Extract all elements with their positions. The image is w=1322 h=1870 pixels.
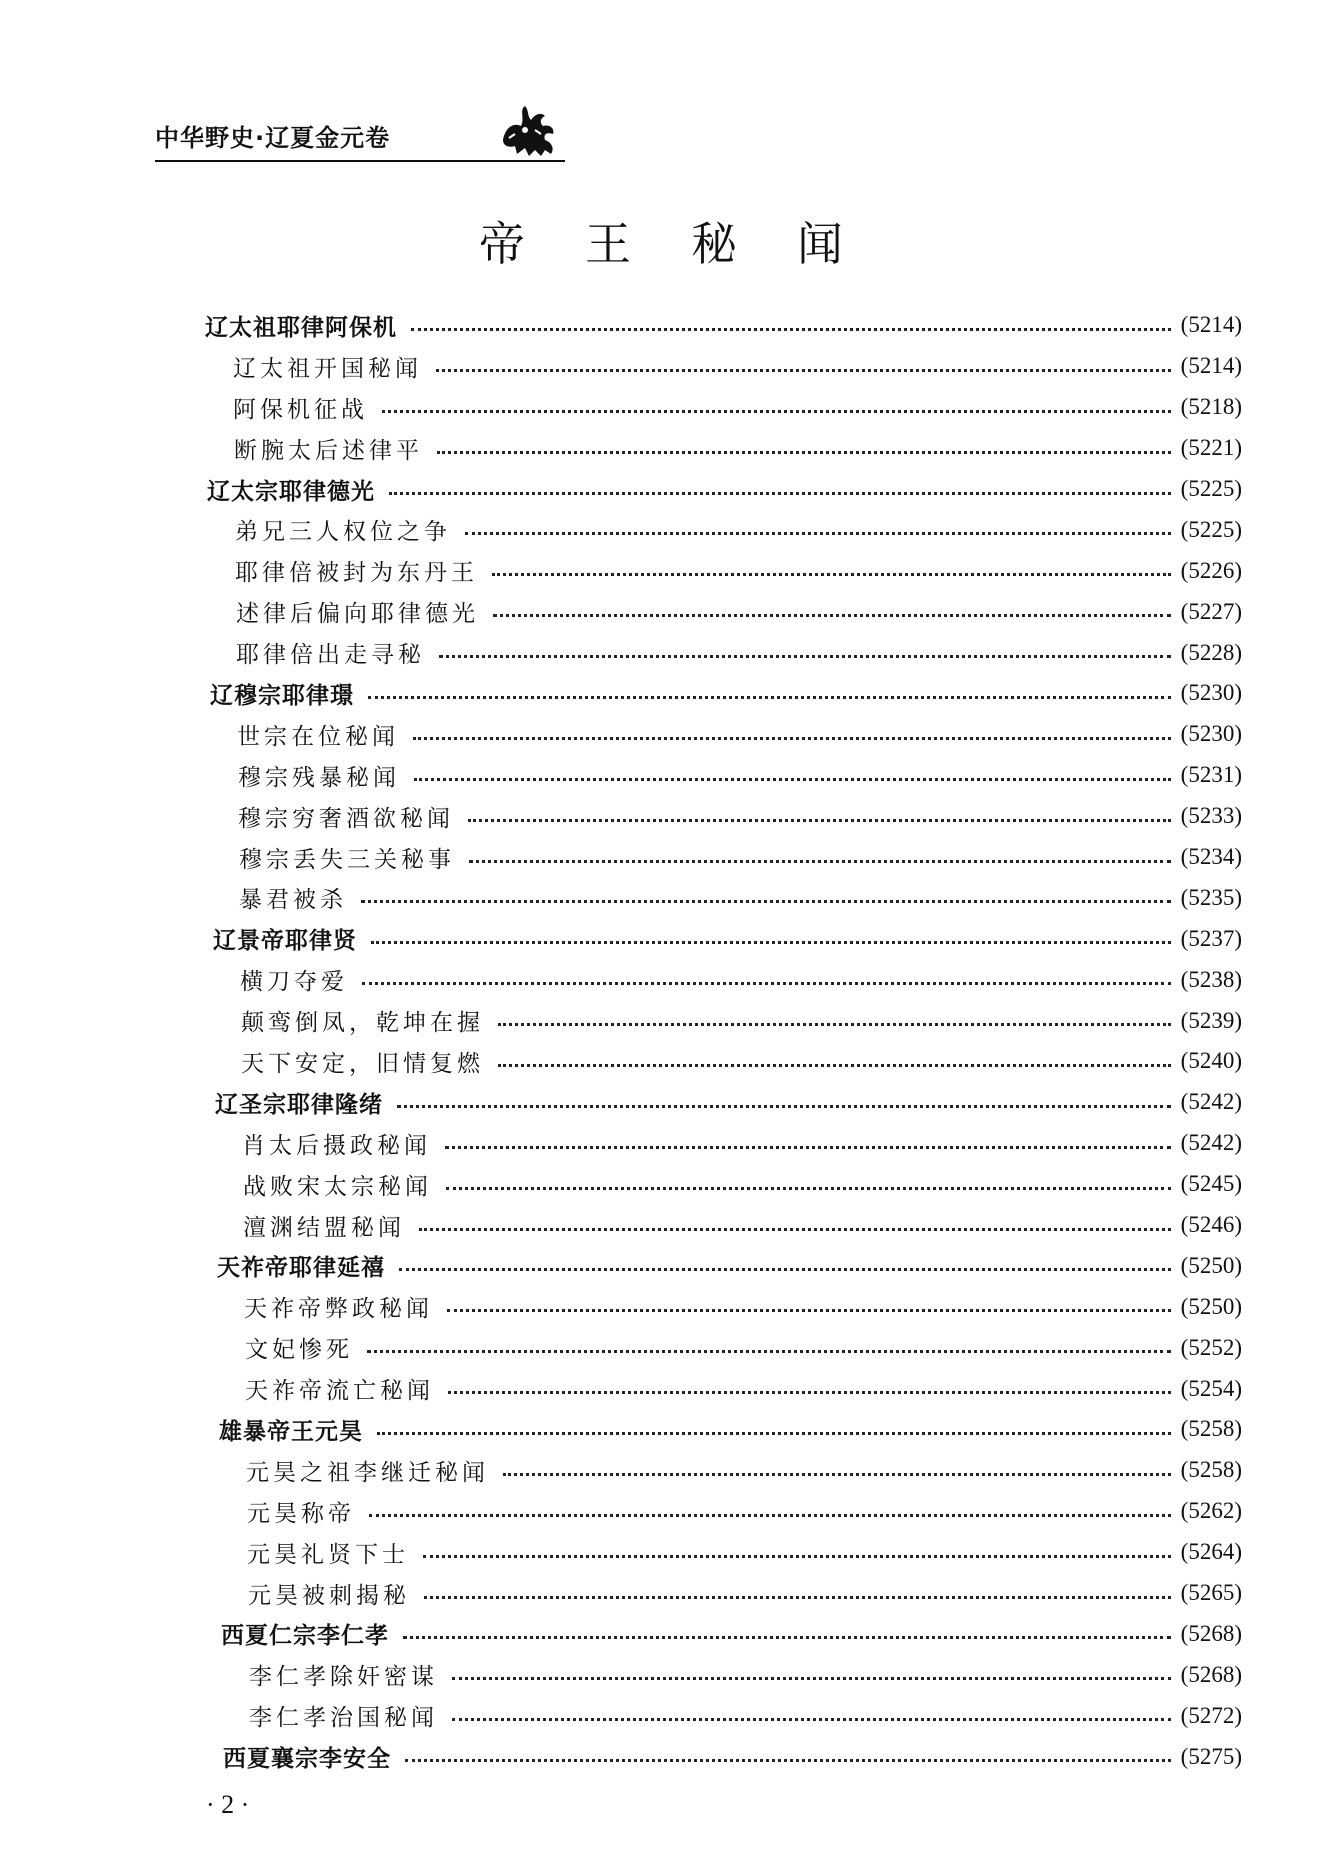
toc-entry-title: 李仁孝治国秘闻 [249, 1705, 438, 1732]
toc-entry-page: (5230) [1180, 680, 1242, 706]
toc-entry-page: (5275) [1180, 1743, 1242, 1769]
dot-leader [468, 819, 1171, 822]
toc-entry [0, 1573, 1242, 1614]
dot-leader [367, 1350, 1171, 1353]
toc-entry-title: 暴君被杀 [239, 887, 347, 914]
toc-entry-title: 元昊被刺揭秘 [248, 1582, 410, 1609]
toc-entry-page: (5258) [1180, 1416, 1242, 1442]
toc-entry [0, 1614, 1242, 1655]
toc-entry [0, 1123, 1242, 1164]
toc-entry [0, 387, 1242, 428]
toc-entry-page: (5250) [1180, 1293, 1242, 1319]
header-rule [155, 160, 565, 162]
toc-entry-page: (5265) [1180, 1580, 1242, 1606]
toc-entry-page: (5246) [1180, 1212, 1242, 1238]
dot-leader [403, 1636, 1171, 1639]
toc-entry-page: (5230) [1180, 721, 1242, 747]
dot-leader [414, 778, 1171, 781]
dot-leader [448, 1391, 1171, 1394]
toc-entry-page: (5264) [1180, 1539, 1242, 1565]
toc-entry-title: 断腕太后述律平 [234, 437, 423, 464]
toc-entry-page: (5214) [1180, 353, 1242, 379]
toc-entry-title: 辽太宗耶律德光 [207, 478, 375, 505]
toc-entry-title: 澶渊结盟秘闻 [243, 1214, 405, 1241]
dot-leader [361, 900, 1171, 903]
dot-leader [423, 1555, 1171, 1558]
toc-entry-page: (5237) [1180, 925, 1242, 951]
toc-entry-page: (5218) [1180, 394, 1242, 420]
toc-entry [0, 1491, 1242, 1532]
dot-leader [452, 1718, 1171, 1721]
toc-entry [0, 550, 1242, 591]
toc-entry-page: (5254) [1180, 1375, 1242, 1401]
dragon-logo-icon [495, 100, 565, 160]
toc-entry-title: 元昊称帝 [247, 1500, 355, 1527]
toc-entry-title: 辽圣宗耶律隆绪 [215, 1091, 383, 1118]
toc-entry [0, 714, 1242, 755]
toc-entry [0, 1695, 1242, 1736]
toc-entry-page: (5227) [1180, 598, 1242, 624]
toc-entry [0, 1327, 1242, 1368]
toc-entry-title: 辽穆宗耶律璟 [210, 682, 354, 709]
toc-entry-page: (5240) [1180, 1048, 1242, 1074]
toc-entry [0, 1000, 1242, 1041]
dot-leader [411, 328, 1171, 331]
toc-entry-title: 辽景帝耶律贤 [213, 928, 357, 955]
toc-entry-page: (5242) [1180, 1089, 1242, 1115]
dot-leader [397, 1105, 1171, 1108]
dot-leader [436, 369, 1171, 372]
dot-leader [389, 492, 1171, 495]
toc-entry [0, 509, 1242, 550]
toc-entry [0, 673, 1242, 714]
toc-entry-title: 世宗在位秘闻 [237, 723, 399, 750]
dot-leader [419, 1228, 1171, 1231]
toc-entry-page: (5226) [1180, 557, 1242, 583]
toc-entry-page: (5239) [1180, 1007, 1242, 1033]
toc-entry-title: 天祚帝流亡秘闻 [245, 1378, 434, 1405]
toc-entry-page: (5250) [1180, 1252, 1242, 1278]
toc-entry-page: (5233) [1180, 803, 1242, 829]
toc-entry-title: 雄暴帝王元昊 [219, 1418, 363, 1445]
toc-entry [0, 1245, 1242, 1286]
toc-entry-page: (5268) [1180, 1620, 1242, 1646]
toc-entry [0, 591, 1242, 632]
toc-entry-title: 文妃惨死 [245, 1337, 353, 1364]
toc-entry [0, 1532, 1242, 1573]
toc-entry-page: (5225) [1180, 516, 1242, 542]
dot-leader [498, 1023, 1171, 1026]
toc-entry [0, 1082, 1242, 1123]
toc-entry-title: 穆宗穷奢酒欲秘闻 [238, 805, 454, 832]
toc-entry [0, 428, 1242, 469]
toc-entry [0, 877, 1242, 918]
book-title: 中华野史·辽夏金元卷 [155, 124, 391, 152]
toc-entry [0, 1654, 1242, 1695]
toc-entry-title: 辽太祖开国秘闻 [233, 355, 422, 382]
dot-leader [405, 1759, 1171, 1762]
toc-entry-title: 辽太祖耶律阿保机 [205, 314, 397, 341]
toc-entry-title: 耶律倍出走寻秘 [236, 642, 425, 669]
toc-entry [0, 1450, 1242, 1491]
toc-entry [0, 796, 1242, 837]
dot-leader [413, 737, 1171, 740]
toc-entry-title: 横刀夺爱 [240, 969, 348, 996]
toc-entry-page: (5228) [1180, 639, 1242, 665]
toc-entry [0, 918, 1242, 959]
toc-entry [0, 469, 1242, 510]
toc-entry-title: 穆宗残暴秘闻 [238, 764, 400, 791]
toc-entry-title: 肖太后摄政秘闻 [242, 1132, 431, 1159]
toc-entry-page: (5258) [1180, 1457, 1242, 1483]
toc-entry-page: (5231) [1180, 762, 1242, 788]
dot-leader [399, 1268, 1171, 1271]
toc-entry [0, 755, 1242, 796]
toc-entry [0, 1409, 1242, 1450]
toc-entry-page: (5252) [1180, 1334, 1242, 1360]
toc-entry-title: 天祚帝弊政秘闻 [244, 1296, 433, 1323]
toc-entry [0, 1205, 1242, 1246]
dot-leader [492, 573, 1171, 576]
dot-leader [368, 696, 1171, 699]
toc-entry-title: 李仁孝除奸密谋 [249, 1664, 438, 1691]
toc-entry [0, 1286, 1242, 1327]
toc-entry [0, 1164, 1242, 1205]
toc-entry [0, 1368, 1242, 1409]
toc-entry-title: 战败宋太宗秘闻 [243, 1173, 432, 1200]
toc-entry-page: (5238) [1180, 966, 1242, 992]
dot-leader [465, 532, 1171, 535]
toc-entry-page: (5221) [1180, 435, 1242, 461]
dot-leader [446, 1187, 1171, 1190]
dot-leader [447, 1309, 1171, 1312]
dot-leader [377, 1432, 1171, 1435]
table-of-contents [0, 305, 1322, 1777]
toc-entry [0, 346, 1242, 387]
toc-entry [0, 1041, 1242, 1082]
dot-leader [437, 451, 1171, 454]
toc-entry-title: 天祚帝耶律延禧 [217, 1255, 385, 1282]
toc-entry-page: (5268) [1180, 1661, 1242, 1687]
dot-leader [439, 655, 1171, 658]
toc-entry [0, 632, 1242, 673]
toc-entry-title: 述律后偏向耶律德光 [236, 601, 479, 628]
toc-entry-title: 耶律倍被封为东丹王 [235, 560, 478, 587]
dot-leader [362, 982, 1171, 985]
toc-entry-title: 西夏仁宗李仁孝 [221, 1623, 389, 1650]
dot-leader [493, 614, 1171, 617]
dot-leader [503, 1473, 1171, 1476]
dot-leader [445, 1146, 1171, 1149]
toc-entry-page: (5262) [1180, 1498, 1242, 1524]
toc-entry [0, 305, 1242, 346]
toc-entry-page: (5272) [1180, 1702, 1242, 1728]
toc-entry [0, 959, 1242, 1000]
toc-entry-title: 弟兄三人权位之争 [235, 519, 451, 546]
page-number: · 2 · [206, 1790, 250, 1819]
toc-entry-title: 西夏襄宗李安全 [223, 1746, 391, 1773]
toc-entry-page: (5234) [1180, 844, 1242, 870]
dot-leader [424, 1596, 1171, 1599]
toc-entry-title: 元昊之祖李继迁秘闻 [246, 1459, 489, 1486]
section-title: 帝王秘闻 [479, 217, 903, 271]
running-header [155, 108, 565, 168]
dot-leader [452, 1677, 1171, 1680]
toc-entry-title: 穆宗丢失三关秘事 [239, 846, 455, 873]
dot-leader [382, 410, 1171, 413]
dot-leader [369, 1514, 1171, 1517]
toc-entry-page: (5235) [1180, 884, 1242, 910]
dot-leader [469, 860, 1171, 863]
toc-entry-title: 天下安定，旧情复燃 [241, 1050, 484, 1077]
dot-leader [371, 941, 1171, 944]
toc-entry-title: 颠鸾倒凤，乾坤在握 [241, 1010, 484, 1037]
toc-entry-page: (5214) [1180, 312, 1242, 338]
toc-entry-page: (5245) [1180, 1171, 1242, 1197]
toc-entry-title: 元昊礼贤下士 [247, 1541, 409, 1568]
toc-entry-page: (5242) [1180, 1130, 1242, 1156]
dot-leader [498, 1064, 1171, 1067]
toc-entry-page: (5225) [1180, 476, 1242, 501]
toc-entry [0, 837, 1242, 878]
toc-entry-title: 阿保机征战 [233, 396, 368, 423]
toc-entry [0, 1736, 1242, 1777]
